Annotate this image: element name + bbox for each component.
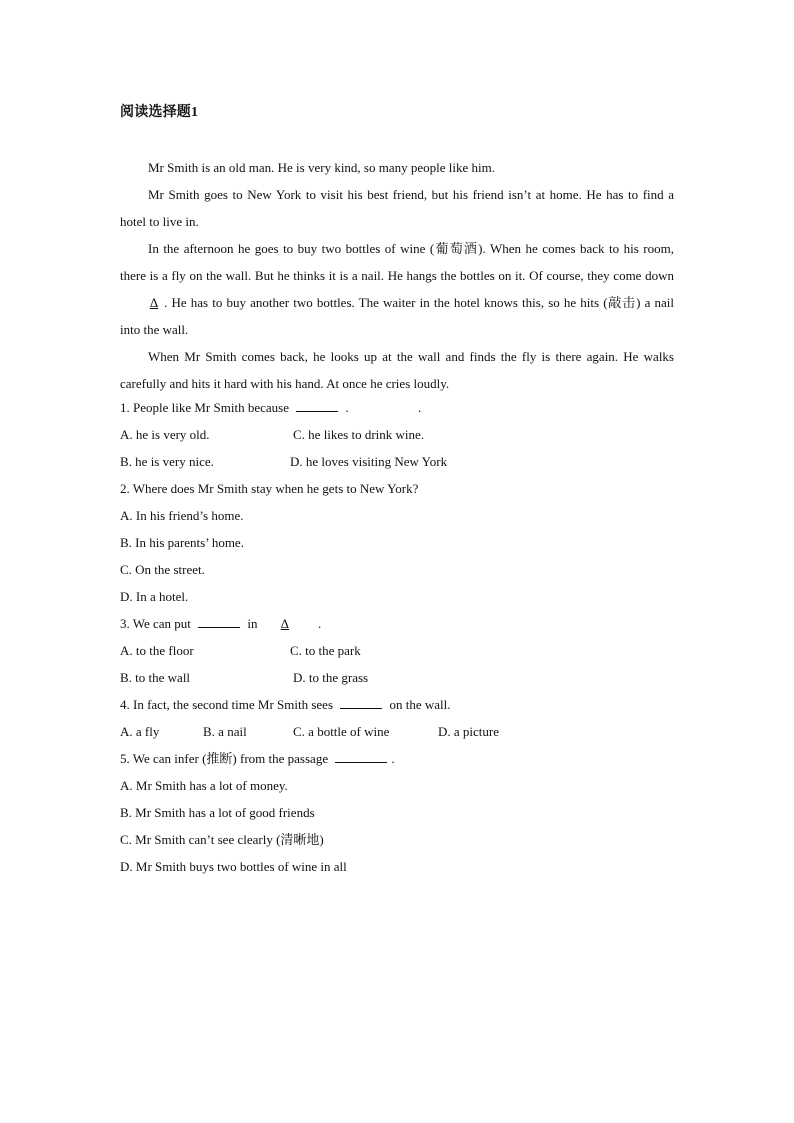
answer-blank bbox=[296, 400, 338, 412]
question-1-options-row-1 bbox=[120, 421, 674, 448]
question-1-tail: . bbox=[417, 400, 422, 415]
question-3-blank-marker: Δ bbox=[280, 616, 289, 631]
passage-paragraph-2: Mr Smith goes to New York to visit his best friend, but his friend isn’t at home. He has to find a hotel to live in. bbox=[120, 187, 674, 229]
option-c: C. to the park bbox=[290, 643, 361, 658]
passage-paragraph-1: Mr Smith is an old man. He is very kind, so many people like him. bbox=[148, 160, 495, 175]
passage-paragraph-4: When Mr Smith comes back, he looks up at the wall and finds the fly is there again. He walks carefully and hits it hard with his hand. At once he cries loudly. bbox=[120, 349, 674, 391]
answer-blank bbox=[340, 697, 382, 709]
question-3-text-b: in bbox=[247, 616, 258, 631]
option-b: B. In his parents’ home. bbox=[120, 535, 244, 550]
question-2-stem: 2. Where does Mr Smith stay when he gets to New York? bbox=[120, 481, 419, 496]
option-a: A. Mr Smith has a lot of money. bbox=[120, 778, 288, 793]
question-3-options-row-1 bbox=[120, 637, 674, 664]
question-1-stem bbox=[120, 394, 674, 421]
option-b: B. to the wall bbox=[120, 670, 191, 685]
option-d: D. Mr Smith buys two bottles of wine in all bbox=[120, 859, 347, 874]
passage-paragraph-3 bbox=[120, 235, 674, 343]
option-d: D. he loves visiting New York bbox=[290, 454, 448, 469]
question-3-text-a: 3. We can put bbox=[120, 616, 191, 631]
answer-blank bbox=[335, 751, 387, 763]
option-d: D. a picture bbox=[438, 724, 500, 739]
option-a: A. he is very old. bbox=[120, 427, 210, 442]
option-c: C. he likes to drink wine. bbox=[293, 427, 425, 442]
passage-paragraph-3-part-a: In the afternoon he goes to buy two bottles of wine (葡萄酒). When he comes back to his room, there is a fly on the wall. But he thinks it is a nail. He hangs the bottles on it. Of course, they come down bbox=[120, 241, 674, 283]
question-3-options-row-2 bbox=[120, 664, 674, 691]
page-title: 阅读选择题1 bbox=[120, 105, 199, 120]
question-1-text: 1. People like Mr Smith because bbox=[120, 400, 289, 415]
question-1-punct: . bbox=[345, 400, 349, 415]
question-5-punct: . bbox=[391, 751, 395, 766]
option-c: C. On the street. bbox=[120, 562, 205, 577]
passage-paragraph-3-part-b: . He has to buy another two bottles. The waiter in the hotel knows this, so he hits (敲击) a nail into the wall. bbox=[120, 295, 674, 337]
question-3-stem bbox=[120, 610, 674, 637]
question-4-text-b: on the wall. bbox=[389, 697, 451, 712]
option-b: B. Mr Smith has a lot of good friends bbox=[120, 805, 315, 820]
option-a: A. In his friend’s home. bbox=[120, 508, 244, 523]
option-a: A. to the floor bbox=[120, 643, 194, 658]
question-4-options-row bbox=[120, 718, 674, 745]
question-5-text: 5. We can infer (推断) from the passage bbox=[120, 751, 329, 766]
option-a: A. a fly bbox=[120, 724, 160, 739]
option-c: C. Mr Smith can’t see clearly (清晰地) bbox=[120, 832, 324, 847]
answer-blank bbox=[198, 616, 240, 628]
option-b: B. a nail bbox=[203, 724, 247, 739]
question-3-punct: . bbox=[318, 616, 322, 631]
option-d: D. In a hotel. bbox=[120, 589, 189, 604]
option-c: C. a bottle of wine bbox=[293, 724, 390, 739]
question-1-options-row-2 bbox=[120, 448, 674, 475]
question-5-stem bbox=[120, 745, 674, 772]
question-list bbox=[120, 394, 674, 880]
reading-passage bbox=[120, 154, 674, 397]
passage-blank-marker: Δ bbox=[149, 295, 159, 310]
question-4-text-a: 4. In fact, the second time Mr Smith sees bbox=[120, 697, 334, 712]
option-d: D. to the grass bbox=[293, 670, 369, 685]
option-b: B. he is very nice. bbox=[120, 454, 214, 469]
question-4-stem bbox=[120, 691, 674, 718]
